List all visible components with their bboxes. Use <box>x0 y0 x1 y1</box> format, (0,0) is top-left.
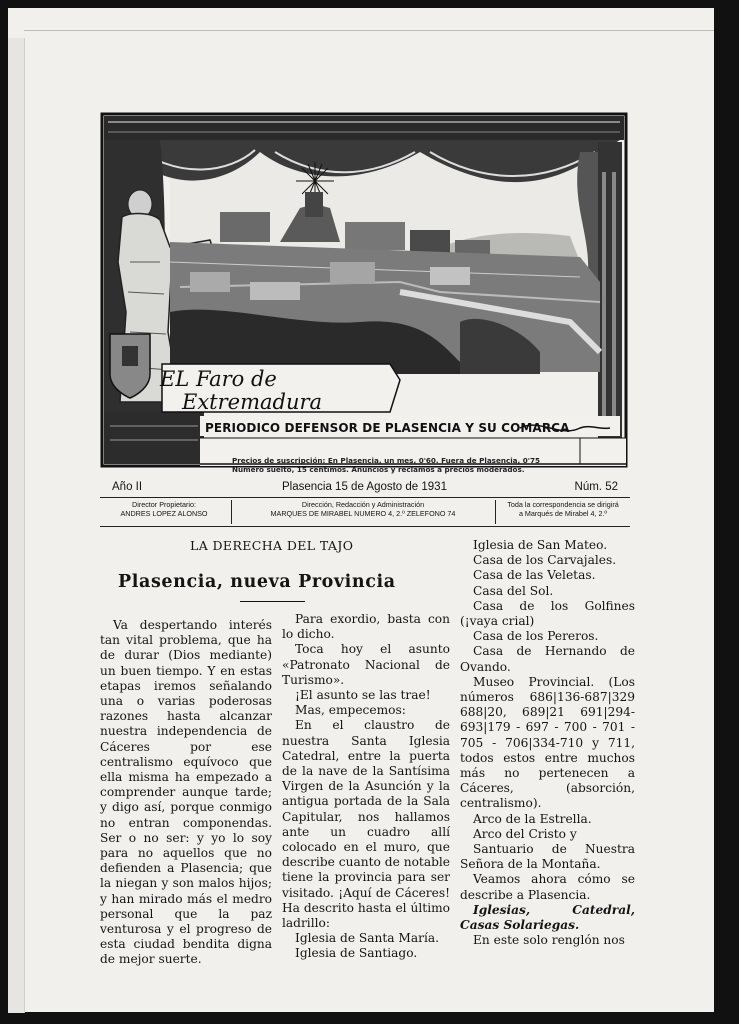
info-row <box>100 497 630 527</box>
list-item: Santuario de Nuestra Señora de la Montaña. <box>460 842 635 872</box>
correspondence-cell <box>498 500 628 518</box>
list-item: Casa de los Pereros. <box>473 629 599 644</box>
list-item: Arco del Cristo y <box>473 826 577 841</box>
newspaper-subtitle: PERIODICO DEFENSOR DE PLASENCIA Y SU COMARCA <box>205 421 570 435</box>
list-item: Casa de los Carvajales. <box>473 553 617 568</box>
article-column-3 <box>460 538 635 948</box>
list-item: Iglesia de Santa María. <box>295 931 440 946</box>
right-column <box>598 142 622 442</box>
issue-year: Año II <box>112 481 143 493</box>
subscription-info <box>232 456 540 475</box>
office-address: MARQUES DE MIRABEL NUMERO 4, 2.º ZELEFONO 74 <box>270 509 456 518</box>
list-item: Arco de la Estrella. <box>473 811 592 826</box>
issue-row <box>100 478 630 496</box>
list-item: Iglesia de Santiago. <box>295 946 418 961</box>
divider <box>231 500 232 524</box>
article-column-2 <box>282 612 450 962</box>
paragraph: En el claustro de nuestra Santa Iglesia Catedral, entre la puerta de la nave de la Santísima Virgen de la Asunción y la antigua portada de la Sala Capitular, nos hallamos ante un cuadro allí colocado en el muro, que describe cuanto de notable tiene la provincia para ser visitado. ¡Aquí de Cáceres! Ha descrito hasta el último ladrillo: <box>282 718 450 931</box>
paragraph: Museo Provincial. (Los números 686|136-687|329 688|20, 689|21 691|294-693|179 - 697 - 700 - 701 - 705 - 706|334-710 y 711, todos estos entre muchos más no pertenecen a Cáceres, (absorción, centralismo). <box>460 674 635 811</box>
building <box>220 212 270 242</box>
director-label: Director Propietario: <box>132 500 196 509</box>
divider <box>495 500 496 524</box>
issue-date: Plasencia 15 de Agosto de 1931 <box>282 481 447 493</box>
pelmet <box>104 116 624 140</box>
previous-page-edge <box>8 38 25 1013</box>
list-item: Casa del Sol. <box>473 583 554 598</box>
article-title: Plasencia, nueva Provincia <box>118 572 396 592</box>
subscription-line-1: Precios de suscripción: En Plasencia, un mes, 0'60. Fuera de Plasencia, 0'75 <box>232 456 540 465</box>
list-item: Casa de los Golfines (¡vaya crial) <box>460 598 635 629</box>
subscription-line-2: Número suelto, 15 céntimos. Anuncios y reclamos a precios moderados. <box>232 465 525 475</box>
title-line-1: EL Faro de <box>160 367 277 391</box>
pedestal <box>104 412 204 464</box>
article-column-1 <box>100 618 272 968</box>
paragraph: Iglesias, Catedral, Casas Solariegas. <box>460 902 635 933</box>
list-item: Casa de las Veletas. <box>473 568 596 583</box>
masthead-illustration <box>100 112 628 468</box>
issue-number: Núm. 52 <box>574 481 618 493</box>
paragraph: Para exordio, basta con lo dicho. <box>282 612 450 642</box>
correspondence-line-2: a Marqués de Mirabel 4, 2.º <box>518 509 608 518</box>
director-name: ANDRES LOPEZ ALONSO <box>120 509 208 518</box>
list-item: Casa de Hernando de Ovando. <box>460 644 635 674</box>
title-line-2: Extremadura <box>182 390 323 414</box>
paragraph: Va despertando interés tan vital problema, que ha de durar (Dios mediante) un buen tiempo. Y en estas etapas iremos señalando una o varias poderosas razones hasta alcanzar nuestra independencia de Cáceres por ese centralismo equívoco que ella misma ha empezado a comprender aunque tarde; y digo así, porque conmigo no entran componendas. Ser o no ser: y yo lo soy para no aquellos que no defienden a Plasencia; que la niegan y son malos hijos; y han mirado más el medro personal que la paz venturosa y el progreso de esta ciudad bendita digna de mejor suerte. <box>100 618 272 967</box>
office-cell <box>234 500 492 518</box>
newspaper-title <box>160 368 322 414</box>
paragraph: En este solo renglón nos <box>473 933 625 948</box>
title-rule <box>240 601 305 602</box>
list-item: Iglesia de San Mateo. <box>473 538 608 552</box>
paragraph: Veamos ahora cómo se describe a Plasencia. <box>460 872 635 902</box>
paragraph: Toca hoy el asunto «Patronato Nacional de Turismo». <box>282 642 450 687</box>
director-cell <box>100 500 228 518</box>
paragraph: ¡El asunto se las trae! <box>295 688 431 703</box>
section-label: LA DERECHA DEL TAJO <box>190 538 354 553</box>
correspondence-line-1: Toda la correspondencia se dirigirá <box>507 500 619 509</box>
paragraph: Mas, empecemos: <box>295 703 406 718</box>
page-top-rule <box>24 30 714 31</box>
office-label: Dirección, Redacción y Administración <box>301 500 425 509</box>
